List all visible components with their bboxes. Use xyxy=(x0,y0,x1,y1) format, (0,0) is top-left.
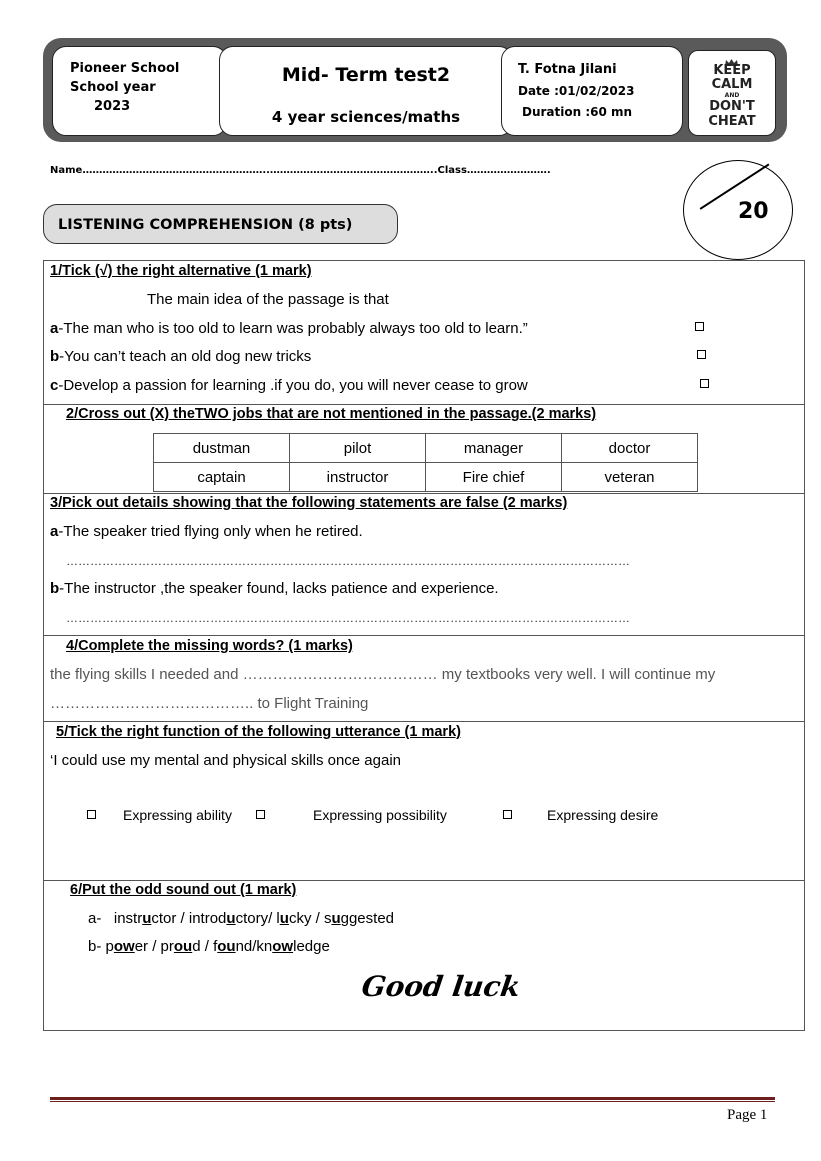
word-part: cky / s xyxy=(288,910,332,927)
q1-option-b xyxy=(50,348,311,365)
q5-title: 5/Tick the right function of the following utterance (1 mark) xyxy=(56,724,461,740)
test-duration: Duration :60 mn xyxy=(522,105,633,119)
word-part: ledge xyxy=(293,938,330,955)
score-total: 20 xyxy=(738,199,769,224)
q5-checkbox-ability[interactable] xyxy=(87,810,96,819)
q4-line-1[interactable]: the flying skills I needed and ………………………………… my textbooks very well. I will continue my xyxy=(50,666,716,683)
divider xyxy=(43,404,805,405)
q5-utterance: ‘I could use my mental and physical skills once again xyxy=(50,752,402,769)
jobs-table xyxy=(153,433,698,492)
test-title-box xyxy=(219,46,513,136)
q5-option-possibility: Expressing possibility xyxy=(313,807,447,823)
word-part: instr xyxy=(113,910,143,927)
divider xyxy=(43,635,805,636)
statement-text: -The speaker tried flying only when he retired. xyxy=(58,523,363,540)
word-sound: u xyxy=(279,910,289,927)
job-cell[interactable]: dustman xyxy=(154,434,290,463)
q1-checkbox-c[interactable] xyxy=(700,379,709,388)
job-cell[interactable]: pilot xyxy=(290,434,426,463)
word-part: p xyxy=(105,938,114,955)
school-name: Pioneer School xyxy=(70,61,180,76)
poster-line-keep: KEEP xyxy=(713,63,751,78)
job-cell[interactable]: veteran xyxy=(562,463,698,492)
option-text: -Develop a passion for learning .if you do, you will never cease to grow xyxy=(58,377,528,394)
test-date: Date :01/02/2023 xyxy=(518,84,635,98)
option-letter: b xyxy=(50,348,60,365)
q5-checkbox-possibility[interactable] xyxy=(256,810,265,819)
word-part: er / pr xyxy=(134,938,174,955)
section-header-listening xyxy=(43,204,398,244)
q1-option-c xyxy=(50,377,528,394)
word-sound: ow xyxy=(113,938,135,955)
keep-calm-poster xyxy=(688,50,776,136)
q1-checkbox-a[interactable] xyxy=(695,322,704,331)
name-class-line: Name………………………………………………..…………………………………………..Class……………………. xyxy=(50,165,551,176)
job-cell[interactable]: captain xyxy=(154,463,290,492)
poster-line-cheat: CHEAT xyxy=(708,114,756,129)
q3-answer-line-a[interactable]: …………………………………………………………………………………………………………………………… xyxy=(66,554,630,568)
q5-option-ability: Expressing ability xyxy=(123,807,232,823)
q4-line-2[interactable]: ………………………………….. to Flight Training xyxy=(50,695,369,712)
footer-rule xyxy=(50,1097,775,1100)
divider xyxy=(43,493,805,494)
q3-title: 3/Pick out details showing that the following statements are false (2 marks) xyxy=(50,495,568,511)
statement-text: -The instructor ,the speaker found, lacks patience and experience. xyxy=(59,580,499,597)
q1-checkbox-b[interactable] xyxy=(697,350,706,359)
statement-letter: a xyxy=(50,523,59,540)
statement-letter: b xyxy=(50,580,60,597)
q6-item-a xyxy=(88,910,394,927)
divider xyxy=(43,721,805,722)
q1-option-a xyxy=(50,320,528,337)
test-title: Mid- Term test2 xyxy=(281,64,451,86)
table-row xyxy=(154,434,698,463)
q1-title: 1/Tick (√) the right alternative (1 mark) xyxy=(50,263,312,279)
school-year: 2023 xyxy=(94,99,131,114)
divider xyxy=(804,880,805,1031)
table-row xyxy=(154,463,698,492)
test-subtitle: 4 year sciences/maths xyxy=(271,108,461,126)
word-sound: u xyxy=(331,910,341,927)
item-label: b- xyxy=(88,938,102,955)
word-sound: ou xyxy=(217,938,236,955)
job-cell[interactable]: doctor xyxy=(562,434,698,463)
word-part: ctory/ l xyxy=(235,910,280,927)
word-part: ctor / introd xyxy=(151,910,227,927)
q3-answer-line-b[interactable]: …………………………………………………………………………………………………………………………… xyxy=(66,611,630,625)
q4-title: 4/Complete the missing words? (1 marks) xyxy=(66,638,353,654)
school-year-label: School year xyxy=(70,80,156,95)
q3-statement-b xyxy=(50,580,499,597)
q5-option-desire: Expressing desire xyxy=(547,807,659,823)
word-part: nd/kn xyxy=(235,938,273,955)
job-cell[interactable]: instructor xyxy=(290,463,426,492)
q1-intro: The main idea of the passage is that xyxy=(147,291,389,308)
crown-icon xyxy=(725,54,738,61)
q5-checkbox-desire[interactable] xyxy=(503,810,512,819)
teacher-name: T. Fotna Jilani xyxy=(518,62,617,77)
q2-title: 2/Cross out (X) theTWO jobs that are not mentioned in the passage.(2 marks) xyxy=(66,406,597,422)
teacher-info-box xyxy=(501,46,683,136)
poster-line-and: AND xyxy=(724,92,740,99)
school-info-box xyxy=(52,46,227,136)
job-cell[interactable]: manager xyxy=(426,434,562,463)
word-sound: u xyxy=(142,910,152,927)
poster-line-dont: DON'T xyxy=(709,99,755,114)
word-sound: ow xyxy=(272,938,294,955)
word-sound: ou xyxy=(173,938,193,955)
divider xyxy=(43,880,805,881)
page-number: Page 1 xyxy=(727,1107,768,1123)
job-cell[interactable]: Fire chief xyxy=(426,463,562,492)
word-sound: u xyxy=(226,910,236,927)
word-part: d / f xyxy=(192,938,218,955)
item-label: a- xyxy=(88,910,102,927)
poster-line-calm: CALM xyxy=(711,77,753,92)
q6-title: 6/Put the odd sound out (1 mark) xyxy=(70,882,297,898)
closing-good-luck: Good luck xyxy=(359,970,523,1003)
q6-item-b xyxy=(88,938,330,955)
option-text: -The man who is too old to learn was probably always too old to learn.” xyxy=(58,320,528,337)
option-text: -You can’t teach an old dog new tricks xyxy=(59,348,312,365)
footer-rule xyxy=(50,1101,775,1102)
option-letter: c xyxy=(50,377,59,394)
q3-statement-a xyxy=(50,523,363,540)
option-letter: a xyxy=(50,320,59,337)
word-part: ggested xyxy=(340,910,395,927)
section-title: LISTENING COMPREHENSION (8 pts) xyxy=(58,217,353,233)
